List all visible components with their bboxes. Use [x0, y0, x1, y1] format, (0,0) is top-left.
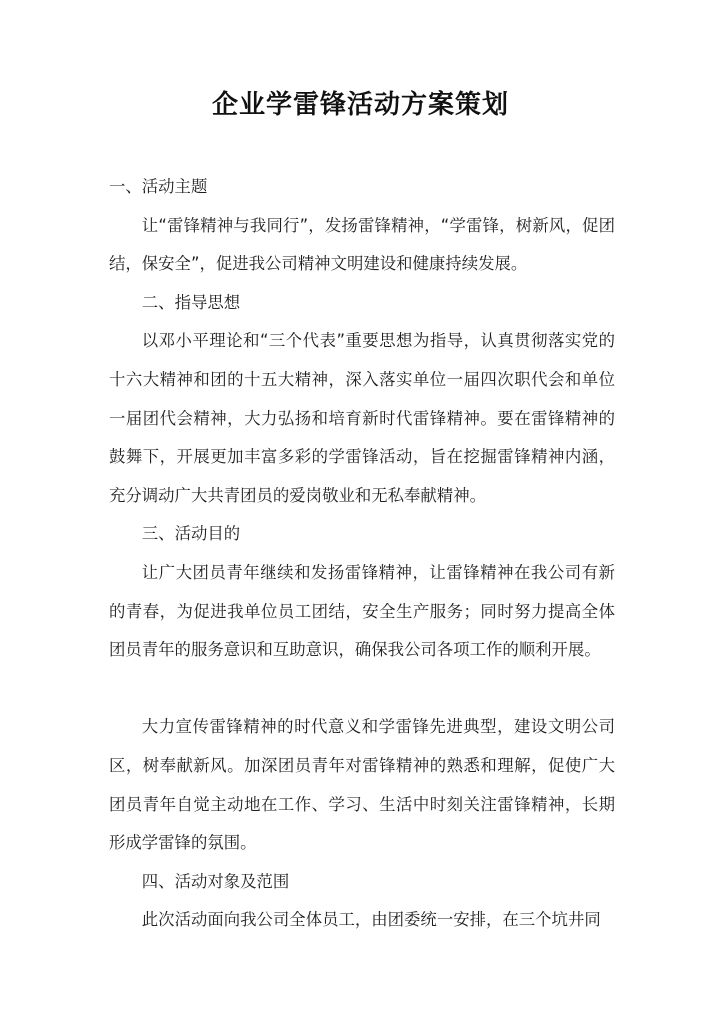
document-title: 企业学雷锋活动方案策划 [211, 90, 509, 120]
paragraph-purpose-1: 让广大团员青年继续和发扬雷锋精神，让雷锋精神在我公司有新的青春，为促进我单位员工团结，安全生产服务；同时努力提高全体团员青年的服务意识和互助意识，确保我公司各项工作的顺利开展。 [109, 562, 615, 660]
paragraph-guiding-ideology: 以邓小平理论和“三个代表”重要思想为指导，认真贯彻落实党的十六大精神和团的十五大精神，深入落实单位一届四次职代会和单位一届团代会精神，大力弘扬和培育新时代雷锋精神。要在雷锋精神的鼓舞下，开展更加丰富多彩的学雷锋活动，旨在挖掘雷锋精神内涵，充分调动广大共青团员的爱岗敬业和无私奉献精神。 [109, 331, 615, 505]
paragraph-theme: 让“雷锋精神与我同行”，发扬雷锋精神，“学雷锋，树新风，促团结，保安全”，促进我公司精神文明建设和健康持续发展。 [109, 215, 615, 274]
section-heading-theme: 一、活动主题 [109, 177, 208, 196]
paragraph-scope: 此次活动面向我公司全体员工，由团委统一安排，在三个坑井同 [141, 910, 601, 930]
section-heading-guiding-ideology: 二、指导思想 [141, 292, 241, 312]
section-heading-purpose: 三、活动目的 [141, 524, 241, 544]
blank-line-spacer [109, 670, 615, 709]
section-heading-scope: 四、活动对象及范围 [141, 871, 290, 891]
document-body [109, 168, 615, 940]
paragraph-purpose-2: 大力宣传雷锋精神的时代意义和学雷锋先进典型，建设文明公司区，树奉献新风。加深团员青年对雷锋精神的熟悉和理解，促使广大团员青年自觉主动地在工作、学习、生活中时刻关注雷锋精神，长期形成学雷锋的氛围。 [109, 717, 615, 853]
